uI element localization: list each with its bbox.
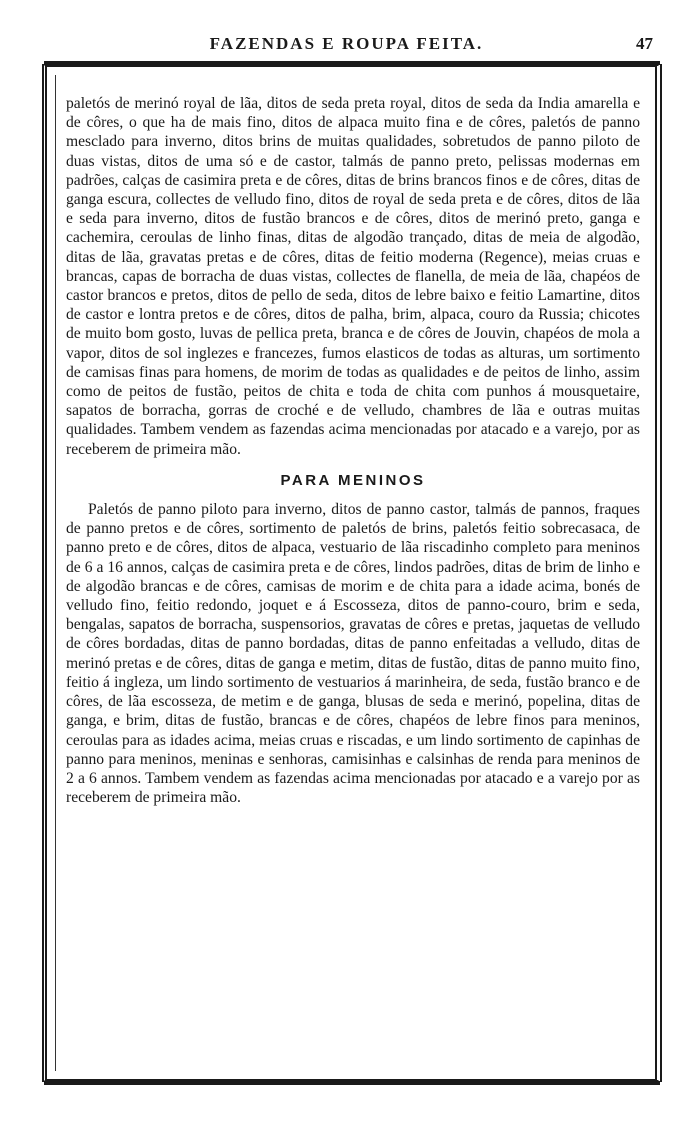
page-body xyxy=(66,94,640,807)
page-number: 47 xyxy=(636,34,653,53)
paragraph-adult-clothing: paletós de merinó royal de lãa, ditos de seda preta royal, ditos de seda da India amarella e de côres, o que ha de mais fino, ditos de alpaca muito fina e de côres, paletós de panno mesclado para inverno, ditos brins de muitas qualidades, sobretudos de panno piloto de duas vistas, ditos de uma só e de castor, talmás de panno preto, pelissas modernas em padrões, calças de casimira preta e de côres, ditas de brins brancos finos e de côres, ditas de ganga escura, collectes de velludo fino, ditos de royal de seda preta e de côres, ditos de lãa e seda para inverno, ditos de fustão brancos e de côres, ditos de merinó preto, ganga e cachemira, ceroulas de linho finas, ditas de algodão trançado, ditas de meia de algodão, ditas de lãa, gravatas pretas e de côres, ditas de feitio moderna (Regence), meias cruas e brancas, capas de borracha de duas vistas, collectes de flanella, de meia de lãa, chapéos de castor brancos e pretos, ditos de pello de seda, ditos de lebre baixo e feitio Lamartine, ditos de castor e lontra pretos e de côres, ditos de palha, brim, alpaca, couro da Russia; chicotes de muito bom gosto, luvas de pellica preta, branca e de côres de Jouvin, chapéos de mola a vapor, ditos de sol inglezes e francezes, fumos elasticos de todas as alturas, um sortimento de camisas finas para homens, de morim de todas as qualidades e de peitos de linho, assim como de peitos de fustão, peitos de chita e toda de chita com punhos á mousquetaire, sapatos de borracha, gorras de croché e de velludo, chambres de lãa e outras muitas qualidades. Tambem vendem as fazendas acima mencionadas por atacado e a varejo, por as receberem de primeira mão. xyxy=(66,95,640,458)
section-heading-para-meninos: PARA MENINOS xyxy=(280,471,426,489)
running-head xyxy=(0,30,693,60)
paragraph-boys-clothing: Paletós de panno piloto para inverno, ditos de panno castor, talmás de pannos, fraques de panno pretos e de côres, sortimento de paletós de brins, paletós feitio sobrecasaca, de panno preto e de côres, ditos de alpaca, vestuario de lãa riscadinho completo para meninos de 6 a 16 annos, calças de casimira preta e de côres, lindos padrões, ditas de brim de linho e de algodão brancas e de côres, camisas de morim e de chita para a idade acima, bonés de velludo fino, feitio redondo, joquet e á Escosseza, ditos de panno-couro, brim e seda, bengalas, sapatos de borracha, suspensorios, gravatas de côres e pretas, jaquetas de velludo de côres bordadas, ditas de panno bordadas, ditas de panno enfeitadas a velludo, ditas de merinó pretas e de côres, ditas de ganga e metim, ditas de fustão, ditas de panno muito fino, feitio á ingleza, um lindo sortimento de vestuarios á marinheira, de seda, fustão branco e de côres, de lãa escosseza, de metim e de ganga, blusas de seda e merinó, popelina, ditas de ganga, e brim, ditas de fustão, brancas e de côres, chapéos de lebre finos para meninos, ceroulas para as idades acima, meias cruas e riscadas, e um lindo sortimento de capinhas de panno para meninos, meninas e senhoras, camisinhas e calsinhas de renda para meninos de 2 a 6 annos. Tambem vendem as fazendas acima mencionadas por atacado e a varejo por as receberem de primeira mão. xyxy=(66,501,640,807)
running-title: FAZENDAS E ROUPA FEITA. xyxy=(209,34,484,53)
